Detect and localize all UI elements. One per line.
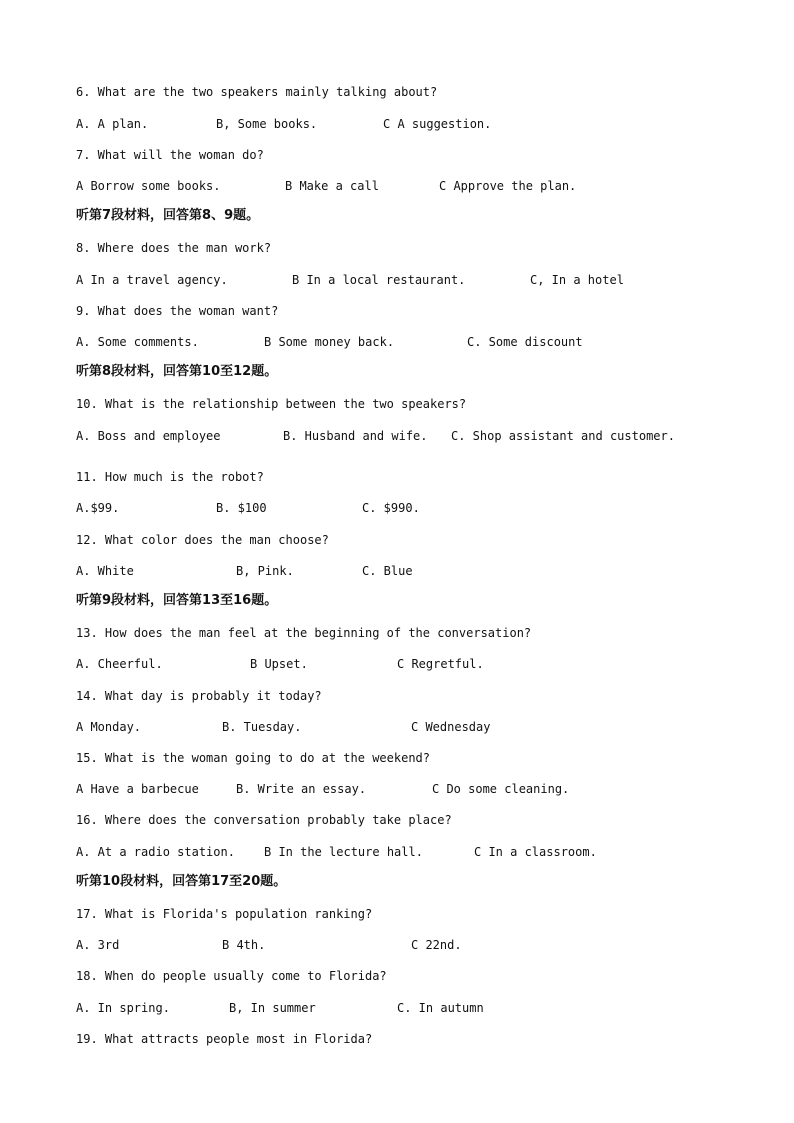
question-8: 8. Where does the man work? [76, 241, 272, 255]
option-a: A In a travel agency. [76, 273, 228, 287]
option-b: B. Tuesday. [222, 720, 302, 734]
question-7: 7. What will the woman do? [76, 148, 264, 162]
option-c: C Do some cleaning. [432, 782, 570, 796]
option-a: A. 3rd [76, 938, 120, 952]
option-b: B. $100 [216, 501, 267, 515]
option-c: C 22nd. [411, 938, 462, 952]
question-13: 13. How does the man feel at the beginning of the conversation? [76, 626, 532, 640]
question-9: 9. What does the woman want? [76, 304, 279, 318]
question-15: 15. What is the woman going to do at the weekend? [76, 751, 431, 765]
option-a: A. A plan. [76, 117, 149, 131]
question-19: 19. What attracts people most in Florida? [76, 1032, 373, 1046]
question-12: 12. What color does the man choose? [76, 533, 329, 547]
option-b: B In the lecture hall. [264, 845, 423, 859]
option-b: B. Write an essay. [236, 782, 367, 796]
question-6: 6. What are the two speakers mainly talking about? [76, 85, 438, 99]
question-17: 17. What is Florida's population ranking? [76, 907, 373, 921]
option-a: A. Boss and employee [76, 429, 221, 443]
option-a: A. Cheerful. [76, 657, 163, 671]
option-c: C. Blue [362, 564, 413, 578]
option-a: A Have a barbecue [76, 782, 199, 796]
option-c: C Wednesday [411, 720, 491, 734]
option-c: C In a classroom. [474, 845, 597, 859]
option-a: A. Some comments. [76, 335, 199, 349]
option-a: A. White [76, 564, 134, 578]
option-b: B. Husband and wife. [283, 429, 428, 443]
option-b: B Some money back. [264, 335, 395, 349]
section-heading-7: 听第7段材料，回答第8、9题。 [76, 208, 260, 223]
section-heading-9: 听第9段材料，回答第13至16题。 [76, 593, 278, 608]
option-c: C. $990. [362, 501, 420, 515]
option-b: B Make a call [285, 179, 379, 193]
option-c: C Approve the plan. [439, 179, 577, 193]
option-a: A.$99. [76, 501, 120, 515]
option-c: C Regretful. [397, 657, 484, 671]
question-16: 16. Where does the conversation probably take place? [76, 813, 452, 827]
option-b: B, Some books. [216, 117, 318, 131]
option-b: B In a local restaurant. [292, 273, 466, 287]
option-b: B Upset. [250, 657, 308, 671]
section-heading-8: 听第8段材料，回答第10至12题。 [76, 364, 278, 379]
question-18: 18. When do people usually come to Florida? [76, 969, 387, 983]
option-a: A. At a radio station. [76, 845, 235, 859]
option-c: C. Some discount [467, 335, 583, 349]
option-b: B, In summer [229, 1001, 316, 1015]
option-a: A Borrow some books. [76, 179, 221, 193]
question-11: 11. How much is the robot? [76, 470, 264, 484]
option-b: B 4th. [222, 938, 266, 952]
question-10: 10. What is the relationship between the two speakers? [76, 397, 467, 411]
option-b: B, Pink. [236, 564, 294, 578]
option-a: A. In spring. [76, 1001, 170, 1015]
option-c: C. In autumn [397, 1001, 484, 1015]
section-heading-10: 听第10段材料，回答第17至20题。 [76, 874, 287, 889]
option-a: A Monday. [76, 720, 142, 734]
option-c: C A suggestion. [383, 117, 492, 131]
question-14: 14. What day is probably it today? [76, 689, 322, 703]
option-c: C, In a hotel [530, 273, 624, 287]
option-c: C. Shop assistant and customer. [451, 429, 675, 443]
